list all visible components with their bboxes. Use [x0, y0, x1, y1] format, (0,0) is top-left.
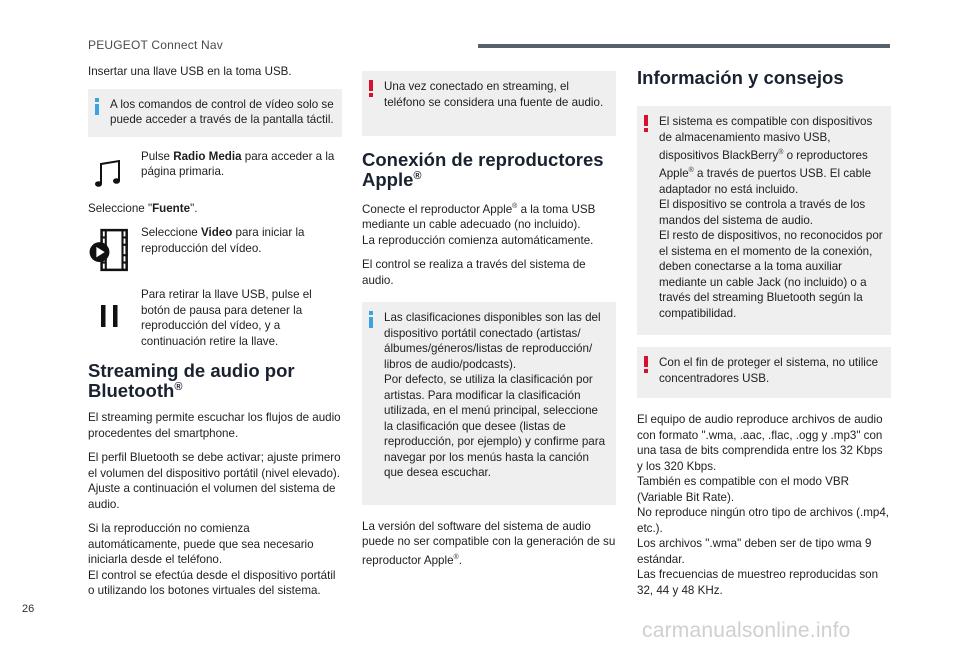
paragraph-bt-1: El streaming permite escuchar los flujos de audio procedentes del smartphone. — [88, 411, 341, 440]
paragraph-audio-formats: El equipo de audio reproduce archivos de audio con formato ".wma, .aac, .flac, .ogg y .mp3" con una tasa de bits comprendida entre los 32 Kbps y los 320 Kbps. También es compatible con el modo VBR (Variable Bit Rate). No reproduce ningún otro tipo de archivos (.mp4, etc.). Los archivos ".wma" deben ser de tipo wma 9 estándar. Las frecuencias de muestreo reproducidas son 32, 44 y 48 KHz. — [637, 413, 889, 597]
pause-icon — [88, 295, 132, 339]
paragraph-insert-usb: Insertar una llave USB en la toma USB. — [88, 65, 292, 78]
watermark-logo: carmanualsonline.info — [642, 619, 851, 642]
music-note-icon — [88, 151, 132, 195]
paragraph-select-source: Seleccione "Fuente". — [88, 201, 198, 215]
warning-box-usb-hubs: Con el fin de proteger el sistema, no utilice concentradores USB. — [637, 347, 891, 398]
column-middle — [362, 71, 616, 577]
header-accent-bar — [478, 44, 890, 48]
paragraph-bt-3: Si la reproducción no comienza automáticamente, puede que sea necesario iniciarla desde el teléfono. El control se efectúa desde el dispositivo portátil o utilizando los botones virtuales del sistema. — [88, 522, 336, 597]
info-icon — [369, 311, 373, 328]
heading-bluetooth-streaming: Streaming de audio por Bluetooth® — [88, 360, 295, 401]
step-radio-media: Pulse Radio Media para acceder a la página primaria. — [88, 149, 342, 193]
warning-box-streaming: Una vez conectado en streaming, el teléfono se considera una fuente de audio. — [362, 71, 616, 136]
column-left — [88, 64, 342, 608]
column-right — [637, 68, 891, 607]
video-film-icon — [88, 227, 134, 273]
paragraph-apple-2: El control se realiza a través del sistema de audio. — [362, 258, 586, 287]
paragraph-bt-2: El perfil Bluetooth se debe activar; ajuste primero el volumen del dispositivo portátil (nivel elevado). Ajuste a continuación el volumen del sistema de audio. — [88, 451, 341, 511]
paragraph-software-version: La versión del software del sistema de audio puede no ser compatible con la generación de su reproductor Apple®. — [362, 519, 616, 567]
heading-info-tips: Información y consejos — [637, 67, 844, 88]
warning-box-compatibility: El sistema es compatible con dispositivos de almacenamiento masivo USB, dispositivos BlackBerry® o reproductores Apple® a través de puertos USB. El cable adaptador no está incluido. El dispositivo se controla a través de los mandos del sistema de audio. El resto de dispositivos, no reconocidos por el sistema en el momento de la conexión, deben conectarse a la toma auxiliar mediante un cable Jack (no incluido) o a través del streaming Bluetooth según la compatibilidad. — [637, 106, 891, 335]
info-icon — [95, 98, 99, 115]
warning-icon — [644, 115, 648, 132]
step-select-video: Seleccione Video para iniciar la reproducción del vídeo. — [88, 225, 342, 279]
warning-icon — [644, 356, 648, 373]
step-remove-usb: Para retirar la llave USB, pulse el botón de pausa para detener la reproducción del vídeo, y a continuación retire la llave. — [88, 287, 342, 351]
paragraph-apple-1: Conecte el reproductor Apple® a la toma USB mediante un cable adecuado (no incluido). La reproducción comienza automáticamente. — [362, 202, 596, 247]
warning-icon — [369, 80, 373, 97]
page-number: 26 — [22, 603, 35, 615]
heading-apple-connection: Conexión de reproductores Apple® — [362, 149, 604, 190]
info-box-video-controls: A los comandos de control de vídeo solo se puede acceder a través de la pantalla táctil. — [88, 89, 342, 137]
manual-title: PEUGEOT Connect Nav — [88, 38, 223, 52]
info-box-classifications: Las clasificaciones disponibles son las del dispositivo portátil conectado (artistas/ álbumes/géneros/listas de reproducción/ libros de audio/podcasts). Por defecto, se utiliza la clasificación por artistas. Para modificar la clasificación utilizada, en el menú principal, seleccione la clasificación que desee (listas de reproducción, por ejemplo) y confirme para navegar por los menús hasta la canción que desea escuchar. — [362, 302, 616, 505]
